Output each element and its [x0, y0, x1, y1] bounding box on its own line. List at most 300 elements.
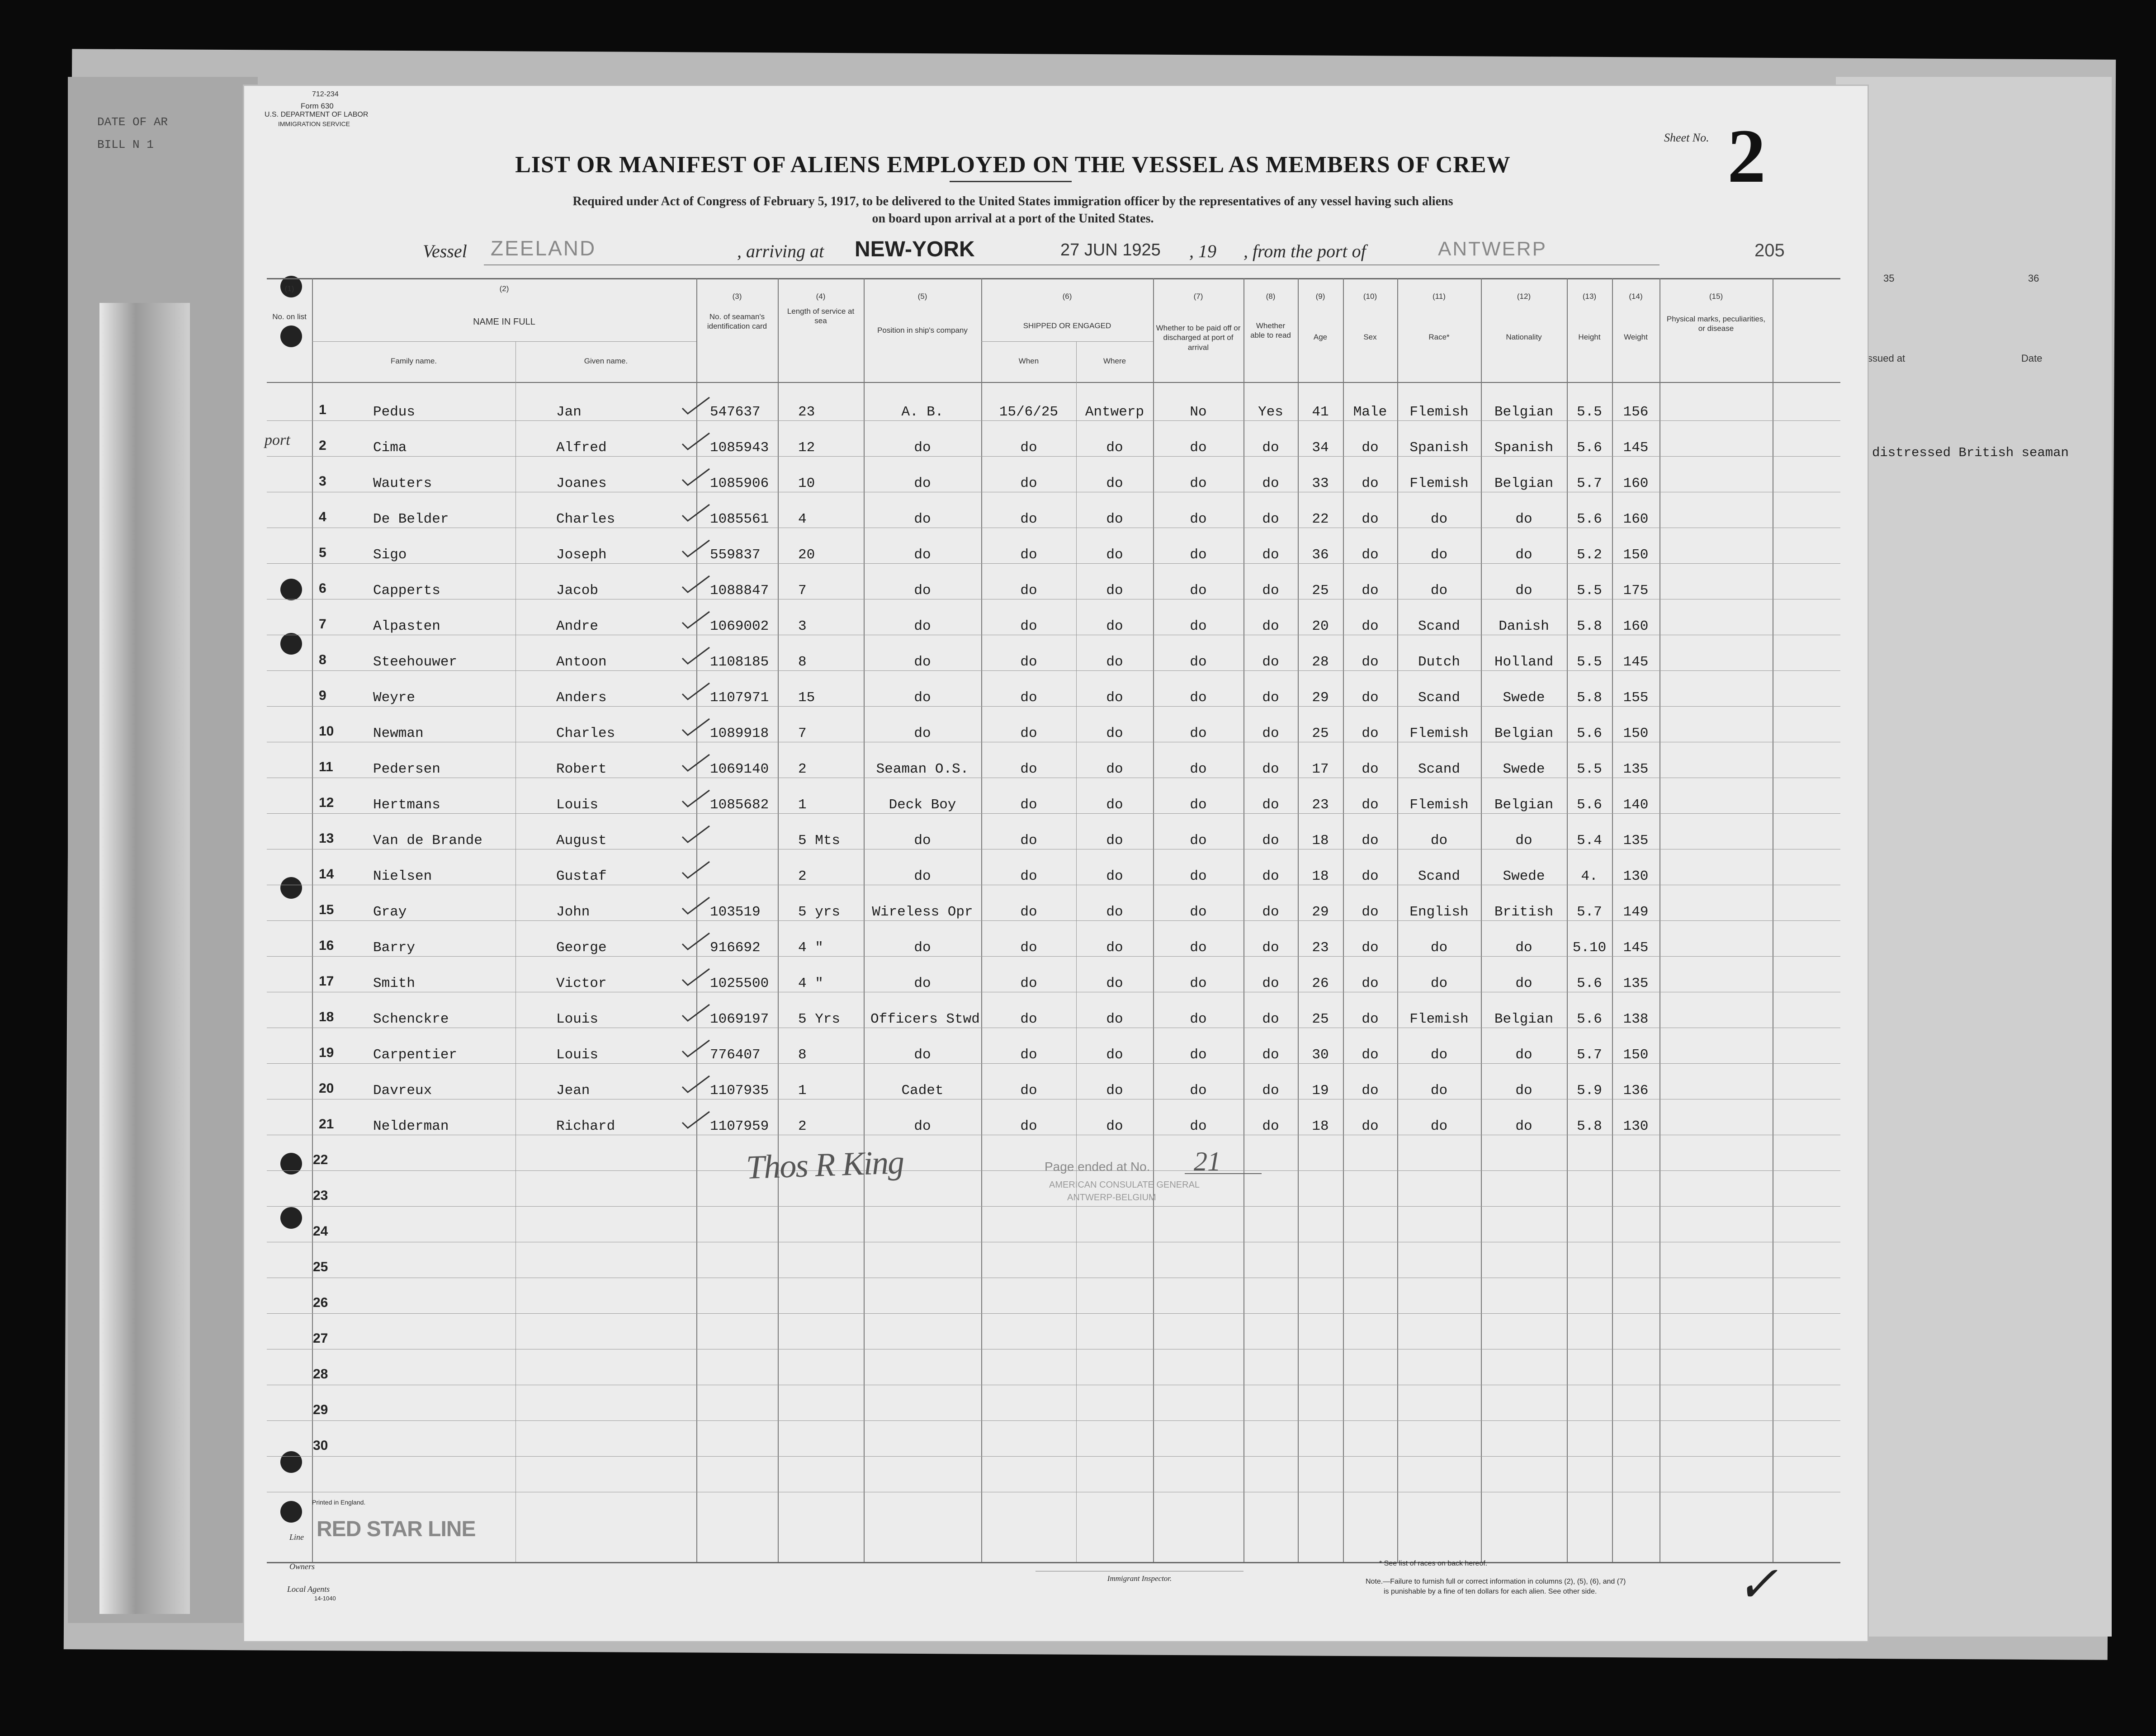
cell-paid-off: do	[1190, 583, 1207, 599]
cell-seaman-card: 1025500	[710, 976, 769, 991]
stamp-line-3: ANTWERP-BELGIUM	[1067, 1193, 1156, 1203]
cell-race: do	[1430, 940, 1448, 956]
cell-given-name: Louis	[556, 1047, 599, 1063]
cell-paid-off: do	[1190, 1011, 1207, 1027]
cell-family-name: Gray	[373, 904, 407, 920]
row-rule	[267, 1456, 1840, 1457]
cell-seaman-card: 547637	[710, 404, 761, 420]
row-number: 17	[319, 974, 334, 989]
punch-hole	[280, 633, 302, 655]
cell-weight: 130	[1623, 1118, 1649, 1134]
cell-length-service: 2	[798, 1118, 807, 1134]
cell-nationality: Holland	[1494, 654, 1554, 670]
check-mark: ✓	[1736, 1557, 1778, 1612]
cell-given-name: Robert	[556, 761, 607, 777]
cell-position: do	[914, 476, 931, 491]
header-given-name: Given name.	[584, 357, 628, 365]
row-number: 2	[319, 438, 326, 453]
cell-weight: 135	[1623, 976, 1649, 991]
cell-able-to-read: do	[1262, 726, 1279, 741]
cell-position: do	[914, 583, 931, 599]
cell-seaman-card: 1085906	[710, 476, 769, 491]
cell-race: do	[1430, 511, 1448, 527]
cell-position: do	[914, 976, 931, 991]
service: IMMIGRATION SERVICE	[278, 120, 350, 127]
cell-height: 5.6	[1577, 511, 1602, 527]
punch-hole	[280, 1153, 302, 1175]
row-number: 29	[313, 1402, 328, 1417]
subtitle-line-1: Required under Act of Congress of February 5, 1917, to be delivered to the United States immigration officer by the representatives of any vessel having such aliens	[572, 194, 1453, 208]
row-number: 19	[319, 1045, 334, 1060]
cell-height: 5.6	[1577, 726, 1602, 741]
row-rule	[267, 1420, 1840, 1421]
cell-sex: do	[1362, 833, 1379, 849]
cell-paid-off: do	[1190, 1083, 1207, 1099]
cell-race: Flemish	[1409, 1011, 1469, 1027]
cell-position: do	[914, 726, 931, 741]
cell-weight: 145	[1623, 654, 1649, 670]
arrival-port: NEW-YORK	[855, 237, 975, 261]
cell-paid-off: do	[1190, 761, 1207, 777]
verification-check-icon	[681, 396, 712, 414]
row-rule	[267, 563, 1840, 564]
cell-seaman-card: 1085682	[710, 797, 769, 813]
cell-paid-off: do	[1190, 618, 1207, 634]
cell-length-service: 15	[798, 690, 815, 706]
folded-paper-strip	[99, 303, 190, 1614]
header-able-to-read: Whether able to read	[1250, 321, 1291, 340]
right-col-36: 36	[2028, 273, 2039, 284]
cell-family-name: Alpasten	[373, 618, 440, 634]
verification-check-icon	[681, 1110, 712, 1128]
cell-shipped-when: do	[1020, 476, 1037, 491]
cell-race: do	[1430, 583, 1448, 599]
cell-given-name: Andre	[556, 618, 599, 634]
right-date: Date	[2021, 353, 2043, 364]
cell-able-to-read: do	[1262, 511, 1279, 527]
cell-sex: do	[1362, 1047, 1379, 1063]
cell-age: 29	[1312, 904, 1329, 920]
col-num: (10)	[1363, 292, 1377, 301]
col-num: (7)	[1193, 292, 1203, 301]
left-sheet-label-bill: BILL N 1	[97, 138, 154, 151]
cell-able-to-read: do	[1262, 833, 1279, 849]
verification-check-icon	[681, 860, 712, 878]
cell-age: 23	[1312, 940, 1329, 956]
cell-height: 5.8	[1577, 1118, 1602, 1134]
cell-shipped-when: do	[1020, 547, 1037, 563]
agents-code: 14-1040	[314, 1595, 336, 1602]
cell-given-name: Joseph	[556, 547, 607, 563]
cell-sex: do	[1362, 476, 1379, 491]
cell-sex: do	[1362, 868, 1379, 884]
cell-shipped-when: do	[1020, 904, 1037, 920]
cell-nationality: do	[1515, 940, 1532, 956]
col-num: (2)	[499, 284, 509, 293]
cell-position: do	[914, 440, 931, 456]
cell-height: 5.5	[1577, 761, 1602, 777]
cell-shipped-where: do	[1106, 726, 1123, 741]
header-where: Where	[1103, 357, 1126, 365]
cell-sex: do	[1362, 583, 1379, 599]
header-position: Position in ship's company	[877, 326, 968, 335]
cell-given-name: Victor	[556, 976, 607, 991]
row-number: 1	[319, 402, 326, 417]
verification-check-icon	[681, 967, 712, 985]
cell-length-service: 1	[798, 797, 807, 813]
cell-paid-off: do	[1190, 654, 1207, 670]
cell-weight: 130	[1623, 868, 1649, 884]
cell-age: 30	[1312, 1047, 1329, 1063]
cell-able-to-read: do	[1262, 1083, 1279, 1099]
cell-nationality: do	[1515, 511, 1532, 527]
cell-able-to-read: do	[1262, 440, 1279, 456]
agents-label: Local Agents	[287, 1585, 330, 1594]
cell-age: 33	[1312, 476, 1329, 491]
cell-shipped-when: do	[1020, 1118, 1037, 1134]
cell-position: Seaman O.S.	[876, 761, 969, 777]
cell-paid-off: do	[1190, 511, 1207, 527]
cell-given-name: Joanes	[556, 476, 607, 491]
vessel-name: ZEELAND	[491, 236, 596, 260]
cell-length-service: 3	[798, 618, 807, 634]
col-num: (11)	[1433, 292, 1446, 301]
header-height: Height	[1578, 333, 1601, 341]
cell-nationality: Belgian	[1494, 476, 1554, 491]
cell-shipped-where: do	[1106, 1047, 1123, 1063]
cell-race: do	[1430, 833, 1448, 849]
row-number: 8	[319, 652, 326, 667]
row-number: 21	[319, 1117, 334, 1132]
manifest-sheet	[244, 86, 1868, 1641]
cell-sex: do	[1362, 1083, 1379, 1099]
cell-position: do	[914, 833, 931, 849]
cell-able-to-read: do	[1262, 583, 1279, 599]
cell-shipped-where: do	[1106, 904, 1123, 920]
header-shipped-engaged: SHIPPED OR ENGAGED	[1023, 321, 1111, 330]
row-rule	[267, 920, 1840, 921]
cell-given-name: August	[556, 833, 607, 849]
cell-length-service: 20	[798, 547, 815, 563]
col-num: (6)	[1062, 292, 1072, 301]
cell-seaman-card: 776407	[710, 1047, 761, 1063]
cell-height: 5.7	[1577, 904, 1602, 920]
row-number: 9	[319, 688, 326, 703]
verification-check-icon	[681, 538, 712, 557]
cell-weight: 145	[1623, 940, 1649, 956]
cell-age: 19	[1312, 1083, 1329, 1099]
row-rule	[267, 420, 1840, 421]
cell-family-name: Steehouwer	[373, 654, 458, 670]
cell-nationality: do	[1515, 583, 1532, 599]
vessel-line-rule	[484, 264, 1660, 265]
header-sex: Sex	[1363, 333, 1377, 341]
cell-shipped-when: do	[1020, 726, 1037, 741]
header-age: Age	[1313, 333, 1328, 341]
cell-length-service: 4	[798, 511, 807, 527]
cell-seaman-card: 1085561	[710, 511, 769, 527]
sheet-label: Sheet No.	[1664, 131, 1709, 144]
cell-shipped-where: do	[1106, 833, 1123, 849]
cell-race: do	[1430, 1118, 1448, 1134]
cell-nationality: British	[1494, 904, 1554, 920]
cell-height: 5.5	[1577, 583, 1602, 599]
cell-race: do	[1430, 1047, 1448, 1063]
cell-age: 18	[1312, 833, 1329, 849]
line-value: RED STAR LINE	[317, 1517, 476, 1541]
table-bottom-rule	[267, 1562, 1840, 1563]
cell-seaman-card: 559837	[710, 547, 761, 563]
cell-length-service: 8	[798, 1047, 807, 1063]
cell-shipped-where: do	[1106, 511, 1123, 527]
cell-nationality: Belgian	[1494, 726, 1554, 741]
cell-length-service: 2	[798, 868, 807, 884]
cell-age: 36	[1312, 547, 1329, 563]
cell-height: 4.	[1581, 868, 1598, 884]
cell-family-name: Pedus	[373, 404, 416, 420]
row-number: 20	[319, 1081, 334, 1096]
cell-paid-off: do	[1190, 868, 1207, 884]
cell-able-to-read: do	[1262, 1047, 1279, 1063]
col-num: (15)	[1709, 292, 1723, 301]
col-num: (5)	[917, 292, 927, 301]
cell-height: 5.6	[1577, 976, 1602, 991]
cell-age: 26	[1312, 976, 1329, 991]
row-number: 22	[313, 1152, 328, 1167]
row-number: 6	[319, 581, 326, 596]
cell-nationality: do	[1515, 833, 1532, 849]
cell-family-name: Davreux	[373, 1083, 432, 1099]
cell-shipped-where: do	[1106, 690, 1123, 706]
form-code: 712-234	[312, 90, 339, 98]
row-rule	[267, 1313, 1840, 1314]
title-rule	[950, 181, 1072, 182]
verification-check-icon	[681, 646, 712, 664]
cell-weight: 150	[1623, 547, 1649, 563]
cell-length-service: 2	[798, 761, 807, 777]
col-num: (9)	[1315, 292, 1325, 301]
cell-nationality: Belgian	[1494, 404, 1554, 420]
cell-shipped-when: do	[1020, 1047, 1037, 1063]
stamp-line-2: AMERICAN CONSULATE GENERAL	[1049, 1180, 1200, 1190]
header-family-name: Family name.	[390, 357, 437, 365]
row-rule	[267, 706, 1840, 707]
cell-given-name: Anders	[556, 690, 607, 706]
cell-family-name: Capperts	[373, 583, 440, 599]
cell-shipped-where: do	[1106, 761, 1123, 777]
cell-seaman-card: 1088847	[710, 583, 769, 599]
cell-race: Scand	[1418, 690, 1460, 706]
cell-length-service: 5 Yrs	[798, 1011, 841, 1027]
col-num: (8)	[1266, 292, 1276, 301]
cell-length-service: 12	[798, 440, 815, 456]
cell-shipped-when: do	[1020, 761, 1037, 777]
cell-seaman-card: 1108185	[710, 654, 769, 670]
cell-seaman-card: 1069002	[710, 618, 769, 634]
cell-given-name: George	[556, 940, 607, 956]
cell-height: 5.2	[1577, 547, 1602, 563]
cell-position: do	[914, 547, 931, 563]
cell-paid-off: do	[1190, 1118, 1207, 1134]
cell-weight: 135	[1623, 761, 1649, 777]
cell-height: 5.7	[1577, 476, 1602, 491]
cell-race: Flemish	[1409, 476, 1469, 491]
cell-sex: do	[1362, 511, 1379, 527]
cell-given-name: Jacob	[556, 583, 599, 599]
row-rule	[267, 956, 1840, 957]
cell-paid-off: do	[1190, 797, 1207, 813]
right-underlying-sheet	[1836, 77, 2112, 1637]
cell-family-name: Smith	[373, 976, 416, 991]
form-number: Form 630	[301, 102, 334, 110]
cell-length-service: 1	[798, 1083, 807, 1099]
page-code: 205	[1754, 241, 1785, 260]
cell-shipped-where: do	[1106, 797, 1123, 813]
vessel-label: Vessel	[423, 241, 467, 261]
cell-position: Officers Stwd	[870, 1011, 980, 1027]
department: U.S. DEPARTMENT OF LABOR	[265, 111, 369, 118]
cell-position: do	[914, 511, 931, 527]
cell-family-name: Barry	[373, 940, 416, 956]
cell-family-name: Pedersen	[373, 761, 440, 777]
col-sep	[1243, 278, 1244, 1562]
cell-weight: 150	[1623, 1047, 1649, 1063]
cell-seaman-card: 1089918	[710, 726, 769, 741]
cell-given-name: Antoon	[556, 654, 607, 670]
verification-check-icon	[681, 1074, 712, 1092]
cell-race: do	[1430, 1083, 1448, 1099]
punch-hole	[280, 326, 302, 347]
row-number: 30	[313, 1438, 328, 1453]
cell-paid-off: do	[1190, 690, 1207, 706]
cell-family-name: Van de Brande	[373, 833, 482, 849]
cell-seaman-card: 1069197	[710, 1011, 769, 1027]
cell-position: do	[914, 690, 931, 706]
verification-check-icon	[681, 681, 712, 699]
cell-age: 28	[1312, 654, 1329, 670]
stamp-number: 21	[1194, 1146, 1221, 1176]
row-number: 18	[319, 1010, 334, 1024]
cell-sex: do	[1362, 904, 1379, 920]
cell-weight: 149	[1623, 904, 1649, 920]
line-label: Line	[289, 1533, 304, 1542]
table-header-rule	[267, 382, 1840, 383]
cell-weight: 155	[1623, 690, 1649, 706]
cell-weight: 156	[1623, 404, 1649, 420]
cell-able-to-read: do	[1262, 1011, 1279, 1027]
cell-given-name: Jan	[556, 404, 582, 420]
cell-weight: 135	[1623, 833, 1649, 849]
cell-race: Scand	[1418, 868, 1460, 884]
subtitle-line-2: on board upon arrival at a port of the United States.	[872, 212, 1154, 226]
row-rule	[267, 670, 1840, 671]
cell-shipped-where: do	[1106, 1118, 1123, 1134]
header-when: When	[1018, 357, 1039, 365]
cell-sex: do	[1362, 976, 1379, 991]
cell-height: 5.9	[1577, 1083, 1602, 1099]
col-num: (14)	[1629, 292, 1643, 301]
cell-seaman-card: 1069140	[710, 761, 769, 777]
verification-check-icon	[681, 931, 712, 949]
header-race: Race*	[1428, 333, 1450, 341]
row-number: 14	[319, 867, 334, 882]
verification-check-icon	[681, 717, 712, 735]
cell-sex: do	[1362, 761, 1379, 777]
cell-length-service: 5 yrs	[798, 904, 841, 920]
cell-given-name: Charles	[556, 726, 615, 741]
sheet-number: 2	[1727, 113, 1766, 198]
verification-check-icon	[681, 896, 712, 914]
cell-shipped-when: do	[1020, 440, 1037, 456]
cell-paid-off: do	[1190, 726, 1207, 741]
cell-age: 25	[1312, 1011, 1329, 1027]
cell-height: 5.5	[1577, 404, 1602, 420]
cell-race: Spanish	[1409, 440, 1469, 456]
cell-race: Flemish	[1409, 404, 1469, 420]
row-number: 23	[313, 1188, 328, 1203]
cell-sex: do	[1362, 618, 1379, 634]
cell-age: 17	[1312, 761, 1329, 777]
cell-given-name: Alfred	[556, 440, 607, 456]
right-col-35: 35	[1883, 273, 1895, 284]
row-rule	[267, 456, 1840, 457]
cell-age: 20	[1312, 618, 1329, 634]
cell-weight: 175	[1623, 583, 1649, 599]
cell-able-to-read: do	[1262, 904, 1279, 920]
cell-race: do	[1430, 976, 1448, 991]
cell-nationality: do	[1515, 1083, 1532, 1099]
cell-age: 18	[1312, 1118, 1329, 1134]
cell-nationality: Swede	[1503, 690, 1545, 706]
verification-check-icon	[681, 574, 712, 592]
cell-given-name: Louis	[556, 797, 599, 813]
cell-paid-off: do	[1190, 904, 1207, 920]
inspector-signature: Thos R King	[745, 1143, 904, 1187]
cell-sex: do	[1362, 940, 1379, 956]
printed-in: Printed in England.	[312, 1499, 366, 1506]
cell-able-to-read: do	[1262, 618, 1279, 634]
cell-shipped-when: 15/6/25	[999, 404, 1059, 420]
cell-length-service: 4 "	[798, 976, 823, 991]
cell-shipped-when: do	[1020, 1083, 1037, 1099]
cell-able-to-read: do	[1262, 1118, 1279, 1134]
cell-able-to-read: do	[1262, 797, 1279, 813]
cell-height: 5.10	[1572, 940, 1607, 956]
col-sep	[981, 278, 982, 1562]
cell-race: English	[1409, 904, 1469, 920]
cell-given-name: Charles	[556, 511, 615, 527]
name-subcol-sep	[515, 341, 516, 1562]
verification-check-icon	[681, 610, 712, 628]
from-port-label: , from the port of	[1243, 241, 1366, 261]
cell-paid-off: do	[1190, 440, 1207, 456]
punch-hole	[280, 877, 302, 899]
cell-shipped-when: do	[1020, 690, 1037, 706]
cell-sex: do	[1362, 547, 1379, 563]
row-number: 15	[319, 902, 334, 917]
cell-paid-off: do	[1190, 940, 1207, 956]
verification-check-icon	[681, 788, 712, 807]
cell-able-to-read: do	[1262, 940, 1279, 956]
cell-length-service: 7	[798, 726, 807, 741]
row-number: 16	[319, 938, 334, 953]
shipped-header-rule	[981, 341, 1153, 342]
col-sep	[1397, 278, 1398, 1562]
cell-position: Wireless Opr	[872, 904, 973, 920]
punch-hole	[280, 579, 302, 600]
row-rule	[267, 1206, 1840, 1207]
cell-race: do	[1430, 547, 1448, 563]
